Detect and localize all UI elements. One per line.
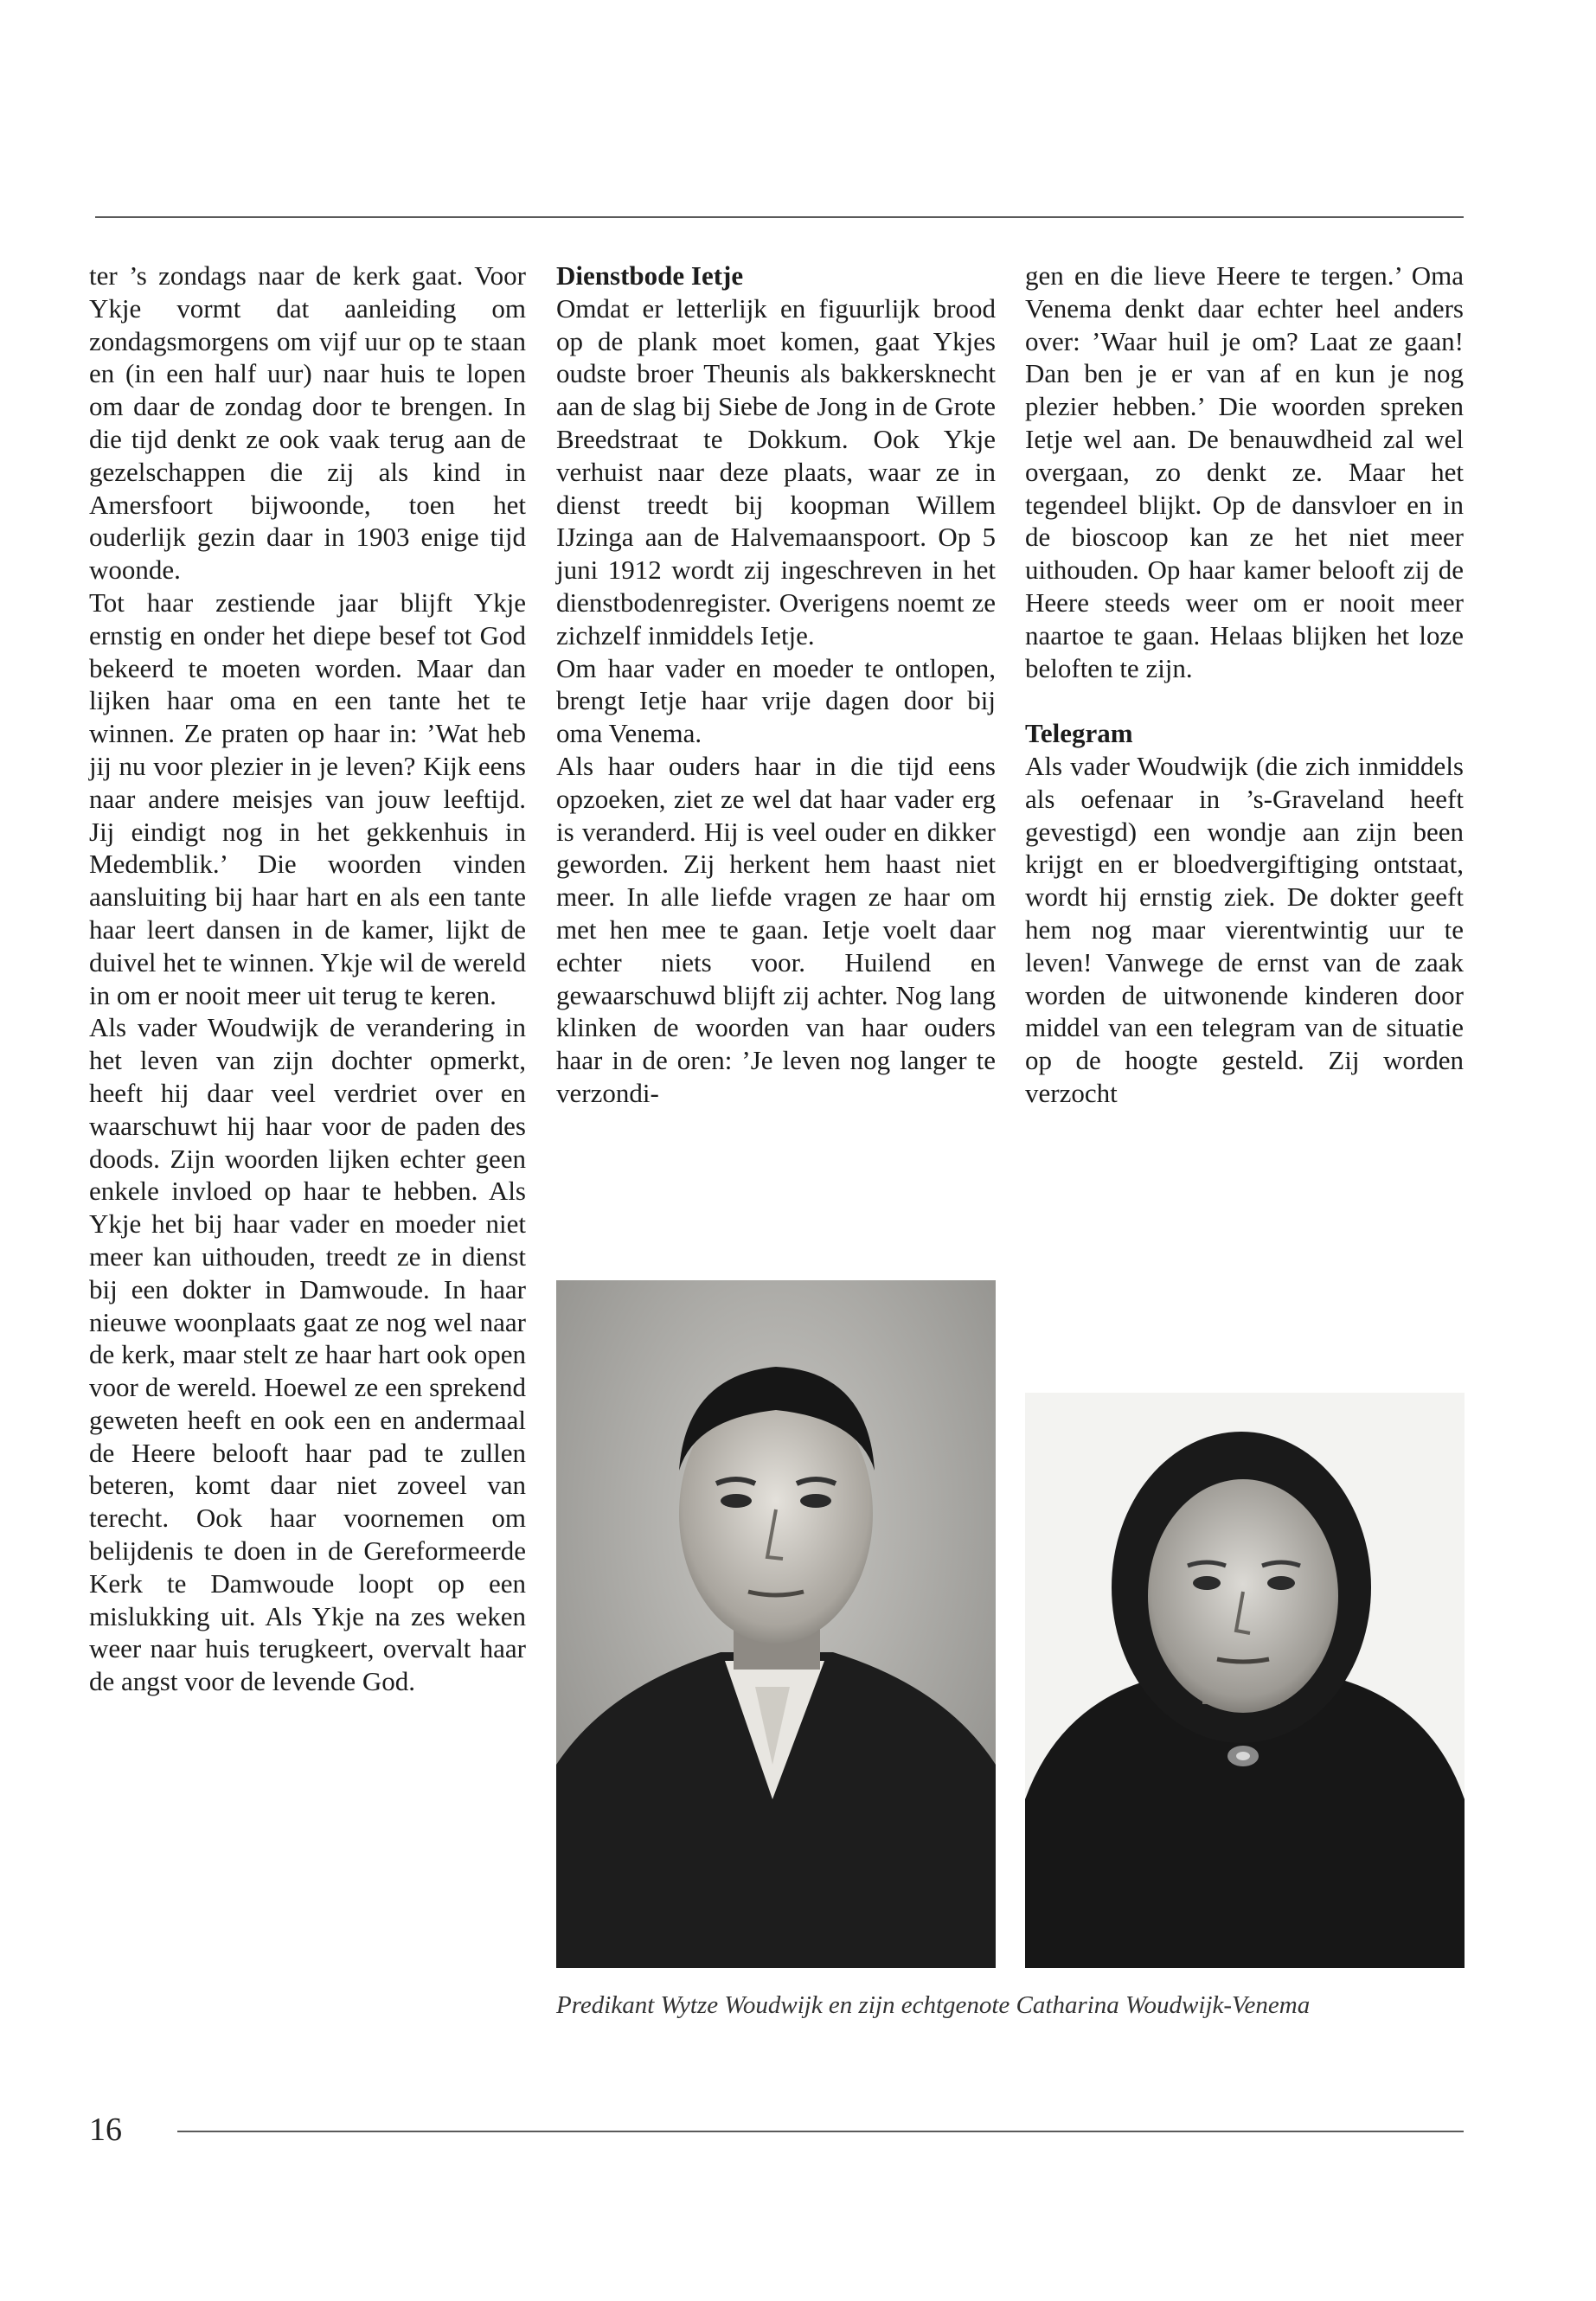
bottom-rule xyxy=(177,2131,1464,2132)
paragraph: Om haar vader en moeder te ontlopen, brengt Ietje haar vrije dagen door bij oma Venema. xyxy=(556,652,996,749)
paragraph: ter ’s zondags naar de kerk gaat. Voor Ykje vormt dat aanleiding om zondagsmorgens om vijf uur op te staan en (in een half uur) naar huis te lopen om daar de zondag door te brengen. In die tijd denkt ze ook vaak terug aan de gezelschappen die zij als kind in Amersfoort bijwoonde, toen het ouderlijk gezin daar in 1903 enige tijd woonde. xyxy=(89,260,526,586)
section-spacer xyxy=(1025,684,1464,717)
paragraph: Tot haar zestiende jaar blijft Ykje ernstig en onder het diepe besef tot God bekeerd te moeten worden. Maar dan lijken haar oma en een tante het te winnen. Ze praten op haar in: ’Wat heb jij nu voor plezier in je leven? Kijk eens naar andere meisjes van jouw leeftijd. Jij eindigt nog in het gekkenhuis in Medemblik.’ Die woorden vinden aansluiting bij haar hart en als een tante haar leert dansen in de kamer, lijkt de duivel het te winnen. Ykje wil de wereld in om er nooit meer uit terug te keren. xyxy=(89,586,526,1010)
portrait-man-image xyxy=(556,1280,996,1968)
portrait-photo-man xyxy=(556,1280,996,1968)
text-column-1 xyxy=(89,260,526,1698)
portrait-woman-image xyxy=(1025,1393,1465,1968)
paragraph: gen en die lieve Heere te tergen.’ Oma Venema denkt daar echter heel anders over: ’Waar huil je om? Laat ze gaan! Dan ben je er van af en kun je nog plezier hebben.’ Die woorden spreken Ietje wel aan. De benauwdheid zal wel overgaan, zo denkt ze. Maar het tegendeel blijkt. Op de dansvloer en in de bioscoop kan ze het niet meer uithouden. Op haar kamer belooft zij de Heere steeds weer om er nooit meer naartoe te gaan. Helaas blijken het loze beloften te zijn. xyxy=(1025,260,1464,683)
paragraph: Als vader Woudwijk de verandering in het leven van zijn dochter opmerkt, heeft hij daar veel verdriet over en waarschuwt hij haar voor de paden des doods. Zijn woorden lijken echter geen enkele invloed op haar te hebben. Als Ykje het bij haar vader en moeder niet meer kan uithouden, treedt ze in dienst bij een dokter in Damwoude. In haar nieuwe woonplaats gaat ze nog wel naar de kerk, maar stelt ze haar hart ook open voor de wereld. Hoewel ze een sprekend geweten heeft en ook een en andermaal de Heere belooft haar pad te zullen beteren, komt daar niet zoveel van terecht. Ook haar voornemen om belijdenis te doen in de Gereformeerde Kerk te Damwoude loopt op een mislukking uit. Als Ykje na zes weken weer naar huis terugkeert, overvalt haar de angst voor de levende God. xyxy=(89,1012,526,1697)
photo-caption: Predikant Wytze Woudwijk en zijn echtgenote Catharina Woudwijk-Venema xyxy=(556,1991,1311,2019)
text-column-2 xyxy=(556,260,996,1110)
section-heading-dienstbode-ietje: Dienstbode Ietje xyxy=(556,260,744,291)
page-number: 16 xyxy=(89,2112,122,2148)
paragraph: Omdat er letterlijk en figuurlijk brood op de plank moet komen, gaat Ykjes oudste broer Theunis als bakkersknecht aan de slag bij Siebe de Jong in de Grote Breedstraat te Dokkum. Ook Ykje verhuist naar deze plaats, waar ze in dienst treedt bij koopman Willem IJzinga aan de Halvemaanspoort. Op 5 juni 1912 wordt zij ingeschreven in het dienstbodenregister. Overigens noemt ze zichzelf inmiddels Ietje. xyxy=(556,292,996,651)
section-heading-telegram: Telegram xyxy=(1025,718,1133,749)
portrait-photo-woman xyxy=(1025,1393,1465,1968)
text-column-3 xyxy=(1025,260,1464,1110)
paragraph: Als haar ouders haar in die tijd eens opzoeken, ziet ze wel dat haar vader erg is veranderd. Hij is veel ouder en dikker geworden. Zij herkent hem haast niet meer. In alle liefde vragen ze haar om met hen mee te gaan. Ietje voelt daar echter niets voor. Huilend en gewaarschuwd blijft zij achter. Nog lang klinken de woorden van haar ouders haar in de oren: ’Je leven nog langer te verzondi- xyxy=(556,750,996,1108)
paragraph: Als vader Woudwijk (die zich inmiddels als oefenaar in ’s-Graveland heeft gevestigd) een wondje aan zijn been krijgt en er bloedvergiftiging ontstaat, wordt hij ernstig ziek. De dokter geeft hem nog maar vierentwintig uur te leven! Vanwege de ernst van de zaak worden de uitwonende kinderen door middel van een telegram van de situatie op de hoogte gesteld. Zij worden verzocht xyxy=(1025,750,1464,1108)
top-rule xyxy=(95,216,1464,218)
